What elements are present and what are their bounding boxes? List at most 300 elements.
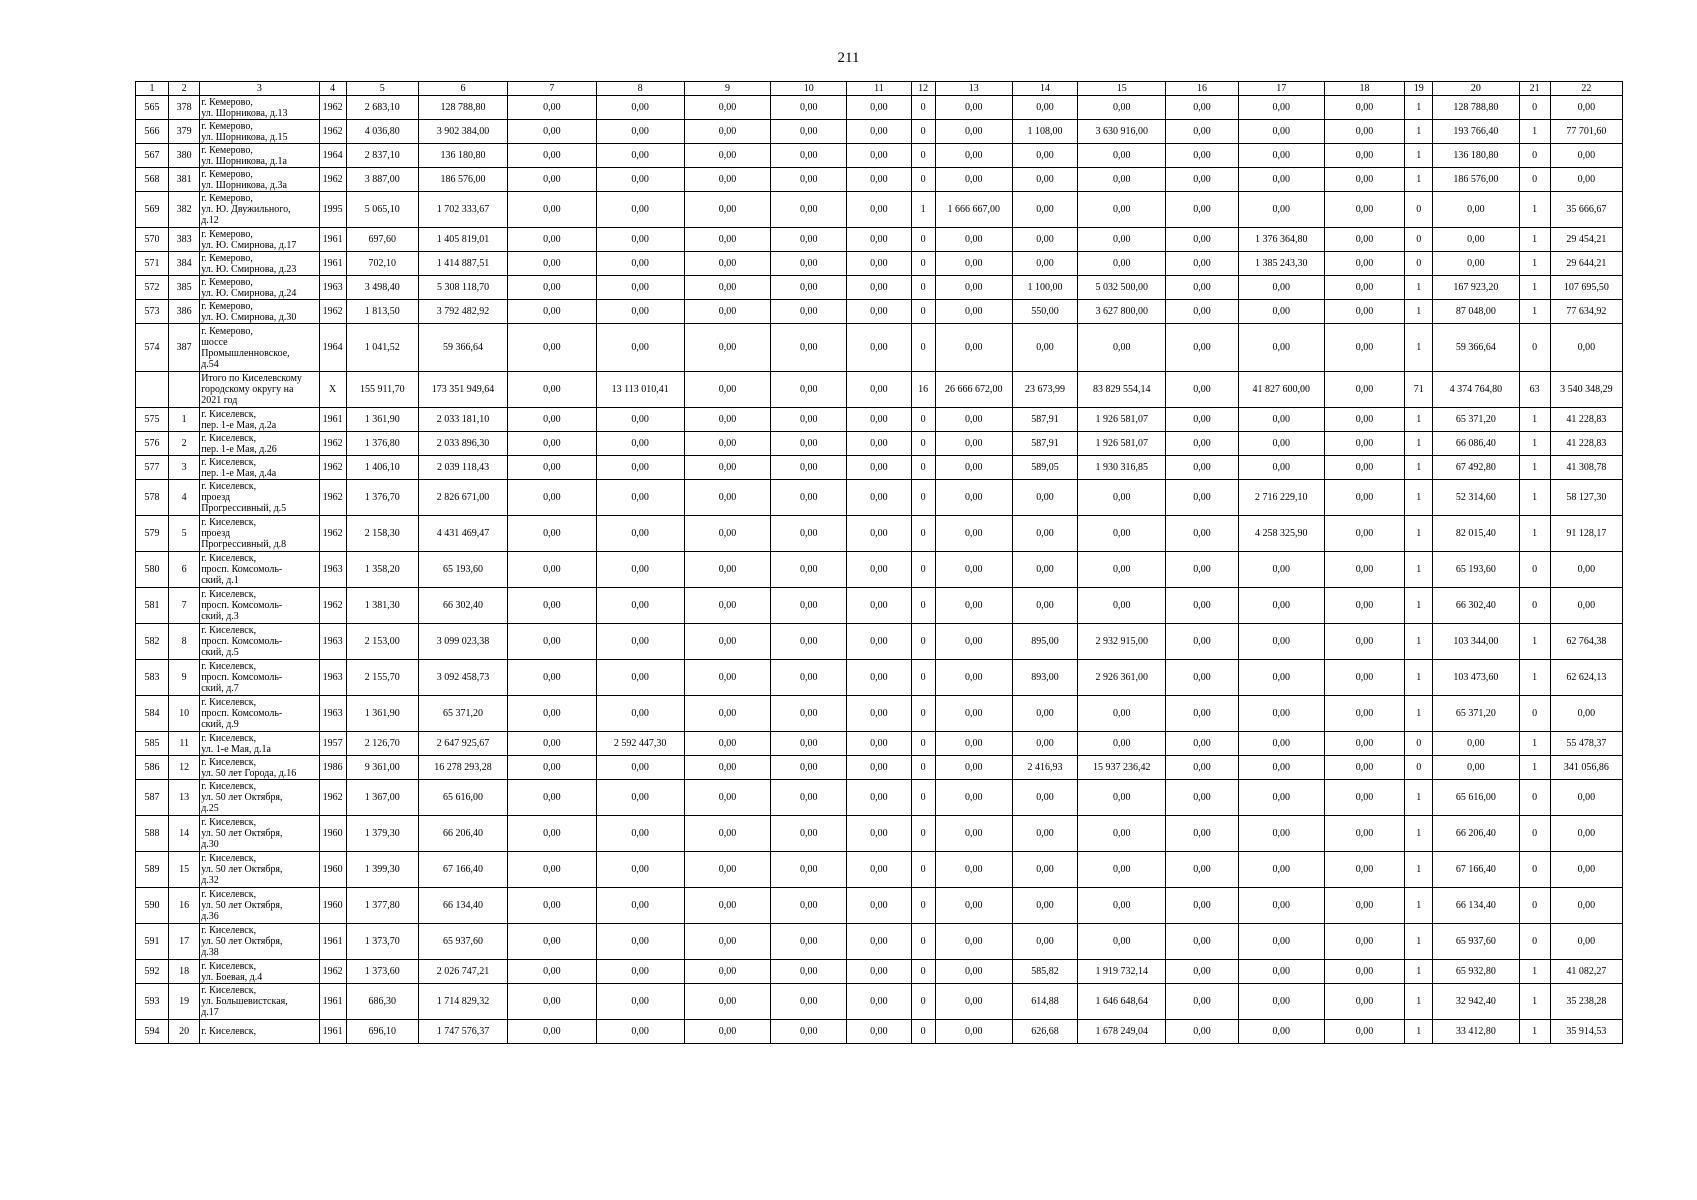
- table-cell: 66 302,40: [1433, 588, 1519, 624]
- table-cell: 0,00: [596, 516, 684, 552]
- table-cell: 0,00: [684, 252, 770, 276]
- table-cell: 0,00: [771, 408, 847, 432]
- table-cell: 0: [911, 144, 935, 168]
- table-cell: 0,00: [1166, 696, 1238, 732]
- table-cell: 0,00: [596, 96, 684, 120]
- table-cell: 0,00: [1324, 276, 1404, 300]
- table-cell: 0,00: [684, 408, 770, 432]
- table-cell: 1: [1519, 432, 1550, 456]
- address-line: ул. 50 лет Октября,: [201, 864, 283, 875]
- table-cell: 569: [136, 192, 169, 228]
- table-cell: 1961: [319, 984, 346, 1020]
- address-cell: [200, 924, 319, 960]
- table-cell: 0,00: [684, 1020, 770, 1044]
- table-cell: 3 887,00: [346, 168, 418, 192]
- table-cell: 1960: [319, 816, 346, 852]
- table-row: [136, 120, 1623, 144]
- table-row: [136, 516, 1623, 552]
- column-header: 22: [1550, 82, 1622, 96]
- table-cell: 0,00: [935, 96, 1012, 120]
- address-line: г. Кемерово,: [201, 168, 253, 180]
- table-cell: 0,00: [508, 852, 596, 888]
- address-line: г. Киселевск,: [201, 481, 257, 492]
- table-cell: 592: [136, 960, 169, 984]
- table-cell: [169, 372, 200, 408]
- column-header: 19: [1405, 82, 1433, 96]
- table-cell: 0,00: [935, 300, 1012, 324]
- table-cell: 0,00: [771, 456, 847, 480]
- table-cell: 0,00: [596, 252, 684, 276]
- table-cell: 895,00: [1012, 624, 1077, 660]
- table-cell: 0,00: [771, 144, 847, 168]
- table-cell: 7: [169, 588, 200, 624]
- table-cell: 1 376 364,80: [1238, 228, 1324, 252]
- table-cell: 5 065,10: [346, 192, 418, 228]
- table-row: [136, 300, 1623, 324]
- table-cell: 41 082,27: [1550, 960, 1622, 984]
- table-cell: 696,10: [346, 1020, 418, 1044]
- table-cell: 0,00: [771, 588, 847, 624]
- address-line: г. Кемерово,: [201, 96, 253, 108]
- table-cell: 0,00: [847, 732, 911, 756]
- table-cell: 0: [911, 756, 935, 780]
- address-line: д.38: [201, 947, 219, 958]
- table-cell: 1: [1405, 408, 1433, 432]
- table-cell: 1963: [319, 696, 346, 732]
- address-cell: [200, 300, 319, 324]
- address-line: г. Киселевск,: [201, 1026, 257, 1037]
- table-cell: 2 153,00: [346, 624, 418, 660]
- table-cell: 0,00: [1166, 276, 1238, 300]
- address-line: г. Кемерово,: [201, 325, 253, 337]
- table-cell: 0,00: [935, 624, 1012, 660]
- table-cell: 566: [136, 120, 169, 144]
- address-cell: [200, 852, 319, 888]
- table-cell: 0,00: [596, 456, 684, 480]
- table-cell: 1995: [319, 192, 346, 228]
- table-cell: 20: [169, 1020, 200, 1044]
- address-cell: [200, 516, 319, 552]
- table-cell: 580: [136, 552, 169, 588]
- column-header: 10: [771, 82, 847, 96]
- table-cell: 0,00: [1166, 588, 1238, 624]
- table-cell: 1 100,00: [1012, 276, 1077, 300]
- table-cell: 0,00: [1012, 924, 1077, 960]
- address-line: ул. 1-е Мая, д.1а: [201, 743, 271, 755]
- table-cell: 0,00: [1012, 168, 1077, 192]
- table-cell: 83 829 554,14: [1078, 372, 1166, 408]
- table-cell: 0,00: [935, 780, 1012, 816]
- table-cell: 1: [1405, 432, 1433, 456]
- table-cell: 0,00: [771, 660, 847, 696]
- table-cell: 0,00: [771, 516, 847, 552]
- table-cell: 77 701,60: [1550, 120, 1622, 144]
- table-cell: 0,00: [508, 924, 596, 960]
- table-cell: 1: [1405, 96, 1433, 120]
- table-cell: 0,00: [1012, 852, 1077, 888]
- table-cell: 581: [136, 588, 169, 624]
- table-cell: 0,00: [684, 480, 770, 516]
- table-cell: 0,00: [935, 228, 1012, 252]
- table-row: [136, 732, 1623, 756]
- table-cell: 593: [136, 984, 169, 1020]
- table-cell: 0,00: [1324, 960, 1404, 984]
- table-cell: 0,00: [1012, 96, 1077, 120]
- table-cell: 0,00: [1078, 696, 1166, 732]
- table-cell: 0,00: [684, 372, 770, 408]
- address-line: ский, д.9: [201, 719, 239, 730]
- address-line: шоссе: [201, 336, 228, 348]
- table-cell: 2 126,70: [346, 732, 418, 756]
- table-cell: 55 478,37: [1550, 732, 1622, 756]
- table-cell: 0,00: [847, 1020, 911, 1044]
- table-cell: 1963: [319, 276, 346, 300]
- table-cell: 0,00: [1324, 984, 1404, 1020]
- address-cell: [200, 756, 319, 780]
- table-cell: 0,00: [1166, 984, 1238, 1020]
- address-line: ул. 50 лет Октября,: [201, 936, 283, 947]
- table-cell: 65 616,00: [1433, 780, 1519, 816]
- table-cell: 0,00: [1166, 372, 1238, 408]
- table-cell: 65 932,80: [1433, 960, 1519, 984]
- table-cell: 0,00: [508, 300, 596, 324]
- address-line: просп. Комсомоль-: [201, 636, 283, 647]
- table-cell: 0,00: [1324, 852, 1404, 888]
- table-cell: 1960: [319, 852, 346, 888]
- table-cell: 1: [1405, 276, 1433, 300]
- address-cell: [200, 252, 319, 276]
- table-cell: 0,00: [847, 888, 911, 924]
- table-cell: 0: [1519, 168, 1550, 192]
- table-cell: 0: [911, 888, 935, 924]
- table-cell: 1: [1519, 120, 1550, 144]
- table-cell: 136 180,80: [1433, 144, 1519, 168]
- table-cell: 585,82: [1012, 960, 1077, 984]
- table-cell: 0,00: [1238, 924, 1324, 960]
- table-cell: 91 128,17: [1550, 516, 1622, 552]
- table-cell: 2 592 447,30: [596, 732, 684, 756]
- table-cell: 3: [169, 456, 200, 480]
- table-cell: 1: [1519, 516, 1550, 552]
- address-line: пер. 1-е Мая, д.26: [201, 443, 277, 455]
- table-cell: 1: [1405, 1020, 1433, 1044]
- table-cell: 0,00: [935, 1020, 1012, 1044]
- table-cell: 0,00: [596, 852, 684, 888]
- table-cell: 66 302,40: [418, 588, 507, 624]
- table-cell: 0,00: [1166, 96, 1238, 120]
- table-cell: 386: [169, 300, 200, 324]
- table-cell: 0,00: [1324, 168, 1404, 192]
- table-cell: 1 361,90: [346, 696, 418, 732]
- table-cell: 0,00: [684, 780, 770, 816]
- table-cell: 0,00: [684, 756, 770, 780]
- table-cell: 0,00: [1166, 624, 1238, 660]
- table-cell: 0,00: [1238, 960, 1324, 984]
- table-cell: 0,00: [508, 432, 596, 456]
- table-cell: 1: [1519, 984, 1550, 1020]
- column-header: 5: [346, 82, 418, 96]
- table-cell: 0,00: [596, 924, 684, 960]
- table-cell: 0,00: [684, 984, 770, 1020]
- table-cell: 0,00: [847, 852, 911, 888]
- table-cell: 0,00: [596, 960, 684, 984]
- table-cell: 0,00: [1166, 816, 1238, 852]
- table-cell: 1 678 249,04: [1078, 1020, 1166, 1044]
- table-cell: 0: [911, 816, 935, 852]
- table-cell: 0,00: [771, 816, 847, 852]
- address-line: ский, д.3: [201, 611, 239, 622]
- address-line: проезд: [201, 528, 231, 539]
- table-cell: 0,00: [508, 696, 596, 732]
- table-cell: 41 827 600,00: [1238, 372, 1324, 408]
- table-cell: 0,00: [596, 228, 684, 252]
- table-cell: 0,00: [771, 888, 847, 924]
- table-cell: 0,00: [1324, 192, 1404, 228]
- table-cell: 0,00: [596, 324, 684, 372]
- table-cell: 0,00: [847, 192, 911, 228]
- address-line: ул. Большевистская,: [201, 996, 288, 1007]
- table-cell: 1 666 667,00: [935, 192, 1012, 228]
- table-cell: 1961: [319, 1020, 346, 1044]
- table-cell: 3 627 800,00: [1078, 300, 1166, 324]
- table-cell: 0,00: [684, 660, 770, 696]
- table-cell: 0,00: [1550, 816, 1622, 852]
- table-cell: 0,00: [771, 1020, 847, 1044]
- table-cell: 4: [169, 480, 200, 516]
- table-cell: 13: [169, 780, 200, 816]
- table-cell: 1: [1405, 696, 1433, 732]
- column-header: 17: [1238, 82, 1324, 96]
- address-line: пер. 1-е Мая, д.2а: [201, 419, 277, 431]
- table-cell: 9 361,00: [346, 756, 418, 780]
- table-cell: 1: [1519, 408, 1550, 432]
- table-cell: 2 716 229,10: [1238, 480, 1324, 516]
- address-line: д.30: [201, 839, 219, 850]
- table-cell: 0,00: [847, 372, 911, 408]
- table-cell: 0,00: [1078, 228, 1166, 252]
- table-cell: 702,10: [346, 252, 418, 276]
- table-cell: 65 937,60: [1433, 924, 1519, 960]
- table-cell: 382: [169, 192, 200, 228]
- column-header: 14: [1012, 82, 1077, 96]
- table-cell: 0,00: [508, 228, 596, 252]
- table-cell: 0,00: [508, 252, 596, 276]
- table-cell: 0,00: [935, 456, 1012, 480]
- table-cell: 3 099 023,38: [418, 624, 507, 660]
- table-cell: 0: [911, 228, 935, 252]
- table-cell: 576: [136, 432, 169, 456]
- table-cell: 0,00: [771, 924, 847, 960]
- address-line: д.25: [201, 803, 219, 814]
- table-cell: 0,00: [1433, 192, 1519, 228]
- table-cell: 378: [169, 96, 200, 120]
- table-cell: 0,00: [596, 120, 684, 144]
- table-cell: 697,60: [346, 228, 418, 252]
- table-cell: 0,00: [1324, 228, 1404, 252]
- table-cell: 0,00: [935, 852, 1012, 888]
- address-line: г. Кемерово,: [201, 193, 253, 204]
- table-cell: 0,00: [1238, 456, 1324, 480]
- table-cell: 0,00: [508, 408, 596, 432]
- table-cell: 0,00: [1238, 732, 1324, 756]
- table-cell: 0,00: [1166, 756, 1238, 780]
- address-line: просп. Комсомоль-: [201, 600, 283, 611]
- table-cell: 578: [136, 480, 169, 516]
- table-cell: 23 673,99: [1012, 372, 1077, 408]
- table-row: [136, 432, 1623, 456]
- table-cell: 0,00: [771, 432, 847, 456]
- table-cell: 0,00: [1166, 660, 1238, 696]
- table-cell: 67 492,80: [1433, 456, 1519, 480]
- table-cell: 4 036,80: [346, 120, 418, 144]
- table-cell: 0,00: [847, 984, 911, 1020]
- table-cell: 0,00: [1238, 588, 1324, 624]
- table-cell: 0,00: [1166, 552, 1238, 588]
- table-cell: 574: [136, 324, 169, 372]
- table-cell: 0,00: [1324, 144, 1404, 168]
- table-cell: 0,00: [847, 480, 911, 516]
- table-cell: 1: [1519, 660, 1550, 696]
- table-cell: 584: [136, 696, 169, 732]
- table-cell: 0,00: [1324, 660, 1404, 696]
- table-cell: 0,00: [1324, 552, 1404, 588]
- column-header: 15: [1078, 82, 1166, 96]
- table-cell: 0,00: [847, 144, 911, 168]
- table-cell: 0,00: [1238, 756, 1324, 780]
- address-cell: [200, 120, 319, 144]
- table-cell: 1: [1405, 168, 1433, 192]
- table-cell: 0: [911, 516, 935, 552]
- address-cell: [200, 480, 319, 516]
- table-cell: 1961: [319, 408, 346, 432]
- table-cell: 0,00: [596, 276, 684, 300]
- table-cell: 0: [911, 852, 935, 888]
- address-line: Промышленновское,: [201, 347, 290, 359]
- table-cell: 0,00: [1324, 756, 1404, 780]
- table-cell: 0,00: [1078, 516, 1166, 552]
- column-header: 2: [169, 82, 200, 96]
- table-cell: 0,00: [847, 552, 911, 588]
- address-line: ул. 50 лет Октября,: [201, 828, 283, 839]
- table-cell: 0,00: [1324, 372, 1404, 408]
- table-cell: 0,00: [596, 660, 684, 696]
- address-line: г. Киселевск,: [201, 853, 257, 864]
- address-cell: [200, 192, 319, 228]
- table-cell: 0,00: [596, 780, 684, 816]
- table-cell: 0,00: [596, 300, 684, 324]
- address-line: ул. Шорникова, д.13: [201, 107, 288, 119]
- table-cell: 0,00: [596, 816, 684, 852]
- table-cell: 5 032 500,00: [1078, 276, 1166, 300]
- table-cell: 41 228,83: [1550, 432, 1622, 456]
- table-cell: 0,00: [1324, 816, 1404, 852]
- column-header: 3: [200, 82, 319, 96]
- table-cell: 0,00: [1012, 588, 1077, 624]
- table-cell: 0,00: [1078, 780, 1166, 816]
- table-cell: 35 238,28: [1550, 984, 1622, 1020]
- address-cell: [200, 456, 319, 480]
- table-cell: 1 926 581,07: [1078, 432, 1166, 456]
- table-cell: 1: [1405, 300, 1433, 324]
- table-cell: 0: [911, 780, 935, 816]
- table-cell: 0,00: [508, 276, 596, 300]
- table-cell: 579: [136, 516, 169, 552]
- table-cell: 0,00: [1324, 120, 1404, 144]
- page-number: 211: [837, 50, 860, 66]
- table-cell: 2 683,10: [346, 96, 418, 120]
- table-cell: 0: [1519, 816, 1550, 852]
- table-cell: 1: [1405, 144, 1433, 168]
- table-cell: 0,00: [1166, 144, 1238, 168]
- table-cell: 0,00: [596, 552, 684, 588]
- table-cell: 0,00: [847, 756, 911, 780]
- table-cell: 0,00: [1166, 408, 1238, 432]
- table-cell: 0,00: [1012, 516, 1077, 552]
- table-cell: 173 351 949,64: [418, 372, 507, 408]
- table-cell: 1963: [319, 624, 346, 660]
- address-line: д.36: [201, 911, 219, 922]
- table-cell: 0: [911, 456, 935, 480]
- table-cell: 0: [911, 588, 935, 624]
- table-cell: 573: [136, 300, 169, 324]
- table-cell: 0,00: [1012, 552, 1077, 588]
- table-cell: 0,00: [1166, 252, 1238, 276]
- table-cell: 0,00: [1238, 852, 1324, 888]
- table-cell: 0,00: [1238, 780, 1324, 816]
- table-cell: 0,00: [684, 228, 770, 252]
- table-cell: 1 367,00: [346, 780, 418, 816]
- table-cell: 19: [169, 984, 200, 1020]
- table-row: [136, 480, 1623, 516]
- address-line: д.32: [201, 875, 219, 886]
- address-cell: [200, 432, 319, 456]
- table-cell: 1 405 819,01: [418, 228, 507, 252]
- address-cell: [200, 168, 319, 192]
- table-cell: 0,00: [1324, 780, 1404, 816]
- table-cell: 4 258 325,90: [1238, 516, 1324, 552]
- address-line: г. Киселевск,: [201, 781, 257, 792]
- table-cell: 65 616,00: [418, 780, 507, 816]
- table-cell: 0,00: [1324, 696, 1404, 732]
- table-cell: 103 344,00: [1433, 624, 1519, 660]
- table-cell: 0,00: [935, 168, 1012, 192]
- table-cell: 0,00: [684, 432, 770, 456]
- table-cell: 1 376,70: [346, 480, 418, 516]
- table-cell: 0,00: [508, 120, 596, 144]
- table-cell: 0,00: [1550, 324, 1622, 372]
- address-cell: [200, 96, 319, 120]
- table-row: [136, 696, 1623, 732]
- table-cell: 1: [1519, 192, 1550, 228]
- table-cell: 13 113 010,41: [596, 372, 684, 408]
- table-cell: 0,00: [1012, 480, 1077, 516]
- address-line: ул. 50 лет Октября,: [201, 900, 283, 911]
- table-cell: 3 630 916,00: [1078, 120, 1166, 144]
- table-cell: 6: [169, 552, 200, 588]
- table-cell: 0,00: [596, 696, 684, 732]
- address-cell: [200, 780, 319, 816]
- address-cell: [200, 372, 319, 408]
- table-cell: 5: [169, 516, 200, 552]
- table-cell: 1 813,50: [346, 300, 418, 324]
- address-line: г. Киселевск,: [201, 625, 257, 636]
- table-cell: 0,00: [508, 888, 596, 924]
- table-cell: 0: [911, 252, 935, 276]
- table-body: [136, 96, 1623, 1044]
- table-cell: 62 764,38: [1550, 624, 1622, 660]
- table-cell: 0,00: [1238, 192, 1324, 228]
- table-cell: 1: [1519, 228, 1550, 252]
